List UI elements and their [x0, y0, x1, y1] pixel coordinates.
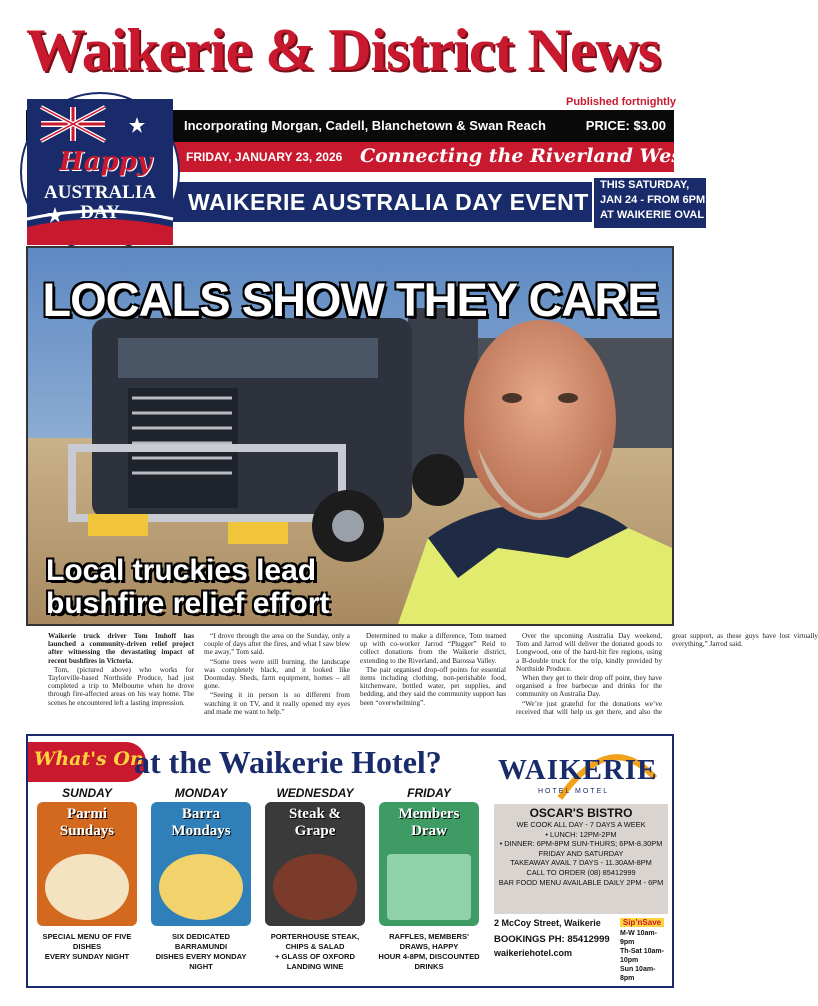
story-paragraph: “I drove through the area on the Sunday, only a couple of days after the fires, and what I saw blew me away,” Tom said.: [204, 632, 350, 657]
newspaper-title: Waikerie & District News: [26, 17, 661, 83]
hotel-address: 2 McCoy Street, Waikerie: [494, 918, 601, 928]
ad-day-monday: [146, 786, 256, 972]
ad-day-friday: [374, 786, 484, 972]
bistro-line: WE COOK ALL DAY - 7 DAYS A WEEK: [516, 820, 646, 829]
ad-card-title-line: Steak &: [288, 806, 342, 822]
story-paragraph: The pair organised drop-off points for essential items including clothing, non-perishable food, kitchenware, bottled water, pet supplies, and bedding, and they said the community support has been “overwhelming”.: [360, 665, 506, 707]
steak-plate-icon: [273, 854, 357, 920]
hotel-website: waikeriehotel.com: [494, 948, 573, 958]
story-paragraph: Waikerie truck driver Tom Imhoff has launched a community-driven relief project after witnessing the devastating impact of recent bushfires in Victoria.: [48, 632, 194, 665]
ad-desc-line: DISHES EVERY MONDAY NIGHT: [155, 952, 247, 971]
issue-date: FRIDAY, JANUARY 23, 2026: [186, 150, 343, 164]
bistro-line: BAR FOOD MENU AVAILABLE DAILY 2PM - 6PM: [498, 877, 664, 887]
badge-australia-day-text: [27, 183, 173, 223]
publication-frequency: Published fortnightly: [566, 96, 676, 108]
ad-desc-line: SIX DEDICATED BARRAMUNDI: [171, 932, 231, 951]
bistro-line: • DINNER: 6PM-8PM SUN-THURS; 6PM-8.30PM: [499, 839, 663, 849]
coverage-areas: Incorporating Morgan, Cadell, Blanchetown & Swan Reach: [184, 118, 546, 133]
bistro-title: OSCAR'S BISTRO: [529, 806, 633, 820]
ad-day-description: [374, 932, 484, 972]
story-paragraph: “We’re just grateful for the donations we’ve received that will help us get there, and also the great support, as these guys have lost virtually everything,” Jarrod said.: [516, 632, 818, 716]
story-paragraph: Determined to make a difference, Tom teamed up with co-worker Jarrod “Plugger” Reid to collect donations from the Waikerie district, extending to the Riverland, and Barossa Valley.: [360, 632, 506, 665]
ad-day-description: [260, 932, 370, 972]
food-plate-icon: [159, 854, 243, 920]
sipsave-hours: [620, 918, 664, 983]
ad-card-title-line: Mondays: [171, 823, 231, 839]
cover-headline: LOCALS SHOW THEY CARE: [42, 273, 658, 326]
day-name: SUNDAY: [62, 786, 112, 800]
ad-card: [379, 802, 479, 926]
lead-story: [48, 632, 818, 718]
ad-card: [37, 802, 137, 926]
event-details-box: [594, 178, 706, 228]
ad-day-wednesday: [260, 786, 370, 972]
hours-line: Sun 10am-8pm: [620, 966, 656, 982]
ad-desc-line: PORTERHOUSE STEAK, CHIPS & SALAD: [270, 932, 360, 951]
whats-on-label: What's On: [34, 748, 144, 770]
bistro-box: [494, 804, 668, 914]
hotel-logo: WAIKERIE: [498, 754, 658, 786]
ad-desc-line: EVERY SUNDAY NIGHT: [44, 952, 130, 961]
ad-card-title-line: Members: [398, 806, 460, 822]
cover-subheadline: [46, 554, 329, 620]
ad-card-title: [37, 806, 137, 840]
hotel-phone: BOOKINGS PH: 85412999: [494, 934, 610, 945]
ad-card-title-line: Barra: [181, 806, 221, 822]
ad-desc-line: + GLASS OF OXFORD LANDING WINE: [275, 952, 355, 971]
ad-day-sunday: [32, 786, 142, 962]
event-detail-line: AT WAIKERIE OVAL: [600, 209, 705, 221]
event-detail-line: JAN 24 - FROM 6PM: [600, 194, 706, 206]
story-paragraph: “Seeing it in person is so different from watching it on TV, and it really opened my eyes and made me want to help.”: [204, 691, 350, 716]
cover-photo: [26, 246, 674, 626]
event-title: WAIKERIE AUSTRALIA DAY EVENT: [188, 189, 589, 215]
day-name: WEDNESDAY: [276, 786, 354, 800]
ad-card-title-line: Sundays: [59, 823, 115, 839]
tagline: Connecting the Riverland West: [360, 145, 691, 167]
ad-card-title: [151, 806, 251, 840]
bistro-line: • LUNCH: 12PM-2PM: [545, 829, 617, 839]
food-plate-icon: [45, 854, 129, 920]
bistro-line: CALL TO ORDER (08) 85412999: [526, 867, 636, 877]
badge-line: DAY: [80, 202, 120, 223]
ad-desc-line: RAFFLES, MEMBERS' DRAWS, HAPPY: [389, 932, 469, 951]
badge-happy-text: Happy: [59, 147, 152, 177]
story-paragraph: Tom, (pictured above) who works for Taylorville-based Northside Produce, had just completed a trip to Melbourne when he drove through fire-affected areas on his way home. The scenes he encountered left a lasting impression.: [48, 665, 194, 707]
event-title-box: [172, 182, 592, 222]
story-paragraph: Over the upcoming Australia Day weekend, Tom and Jarrod will deliver the donated goods to Longwood, one of the hard-hit fire regions, using a B-double truck for the trip, kindly provided by Northside Produce.: [516, 632, 662, 673]
subhead-line: bushfire relief effort: [46, 587, 330, 620]
ad-desc-line: SPECIAL MENU OF FIVE DISHES: [42, 932, 132, 951]
price-label: PRICE: $3.00: [585, 118, 666, 133]
sipsave-logo: Sip’nSave: [620, 918, 664, 927]
hotel-logo-subtitle: HOTEL MOTEL: [538, 788, 610, 795]
australia-day-badge: [22, 94, 178, 250]
event-detail-line: THIS SATURDAY,: [600, 179, 690, 191]
cash-notes-icon: [387, 854, 471, 920]
story-paragraph: “Some trees were still burning, the landscape was completely black, and it looked like Doomsday. Sheds, farm equipment, homes – all gone.: [204, 657, 350, 691]
ad-card: [151, 802, 251, 926]
ad-title: at the Waikerie Hotel?: [134, 744, 442, 780]
ad-banner: [28, 736, 496, 782]
hotel-info-panel: [490, 736, 672, 986]
day-name: FRIDAY: [407, 786, 451, 800]
hours-line: M-W 10am-9pm: [620, 930, 657, 946]
bistro-line: TAKEAWAY AVAIL 7 DAYS - 11.30AM-8PM: [510, 858, 652, 868]
ad-card: [265, 802, 365, 926]
ad-card-title: [265, 806, 365, 840]
subhead-line: Local truckies lead: [46, 554, 317, 587]
ad-card-title-line: Grape: [294, 823, 336, 839]
hotel-advertisement: [26, 734, 674, 988]
ad-desc-line: HOUR 4-8PM, DISCOUNTED DRINKS: [378, 952, 480, 971]
story-paragraph: When they get to their drop off point, they have organised a free barbecue and drinks for the community on Australia Day.: [516, 674, 662, 699]
bistro-line: FRIDAY AND SATURDAY: [538, 848, 624, 858]
ad-day-description: [32, 932, 142, 962]
ad-card-title-line: Draw: [411, 823, 447, 839]
badge-line: AUSTRALIA: [44, 182, 156, 203]
ad-day-description: [146, 932, 256, 972]
hours-line: Th-Sat 10am-10pm: [620, 948, 664, 964]
ad-card-title-line: Parmi: [67, 806, 107, 822]
day-name: MONDAY: [174, 786, 228, 800]
ad-card-title: [379, 806, 479, 840]
